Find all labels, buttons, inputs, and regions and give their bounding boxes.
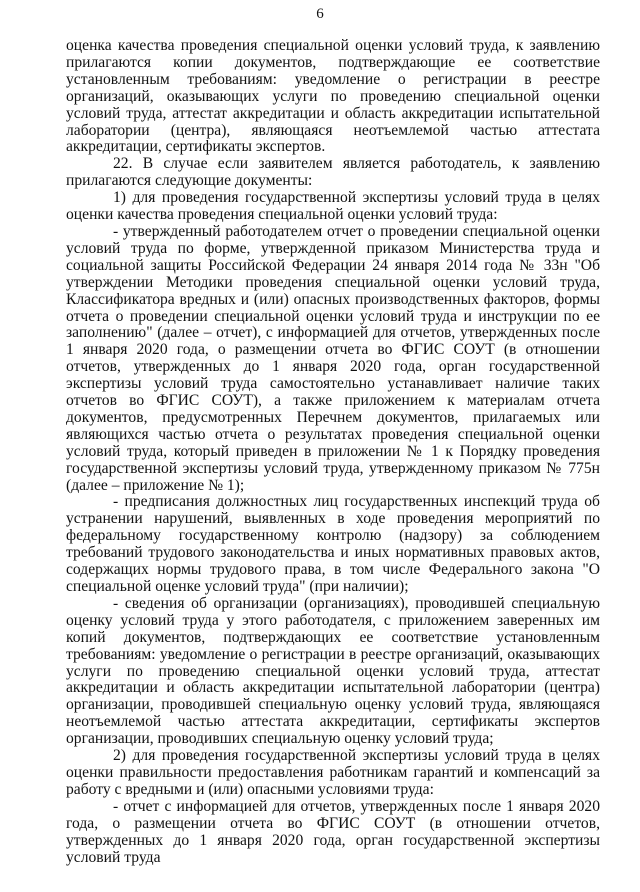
paragraph: 2) для проведения государственной экспертизы условий труда в целях оценки правильности предоставления работникам гарантий и компенсаций за работу с вредными и (или) опасными условиями труда: xyxy=(66,747,600,798)
paragraph: 22. В случае если заявителем является работодатель, к заявлению прилагаются следующие документы: xyxy=(66,155,600,190)
paragraph: 1) для проведения государственной экспертизы условий труда в целях оценки качества проведения специальной оценки условий труда: xyxy=(66,189,600,224)
document-body xyxy=(66,38,600,866)
paragraph: оценка качества проведения специальной оценки условий труда, к заявлению прилагаются копии документов, подтверждающие ее соответствие установленным требованиям: уведомление о регистрации в реестре организаций, оказывающих услуги по проведению специальной оценки условий труда, аттестат аккредитации и область аккредитации испытательной лаборатории (центра), являющаяся неотъемлемой частью аттестата аккредитации, сертификаты экспертов. xyxy=(66,37,600,156)
paragraph: - утвержденный работодателем отчет о проведении специальной оценки условий труда по форме, утвержденной приказом Министерства труда и социальной защиты Российской Федерации 24 января 2014 года № 33н "Об утверждении Методики проведения специальной оценки условий труда, Классификатора вредных и (или) опасных производственных факторов, формы отчета о проведении специальной оценки условий труда и инструкции по ее заполнению" (далее – отчет), с информацией для отчетов, утвержденных после 1 января 2020 года, о размещении отчета во ФГИС СОУТ (в отношении отчетов, утвержденных до 1 января 2020 года, орган государственной экспертизы условий труда самостоятельно устанавливает наличие таких отчетов во ФГИС СОУТ), а также приложением к материалам отчета документов, предусмотренных Перечнем документов, прилагаемых или являющихся частью отчета о результатах проведения специальной оценки условий труда, который приведен в приложении № 1 к Порядку проведения государственной экспертизы условий труда, утвержденному приказом № 775н (далее – приложение № 1); xyxy=(66,222,600,494)
paragraph: - предписания должностных лиц государственных инспекций труда об устранении нарушений, выявленных в ходе проведения мероприятий по федеральному государственному контролю (надзору) за соблюдением требований трудового законодательства и иных нормативных правовых актов, содержащих нормы трудового права, в том числе Федерального закона "О специальной оценке условий труда" (при наличии); xyxy=(66,493,600,595)
page-number: 6 xyxy=(316,6,324,22)
paragraph: - сведения об организации (организациях), проводившей специальную оценку условий труда у этого работодателя, с приложением заверенных им копий документов, подтверждающих ее соответствие установленным требованиям: уведомление о регистрации в реестре организаций, оказывающих услуги по проведению специальной оценки условий труда, аттестат аккредитации и область аккредитации испытательной лаборатории (центра) организации, проводившей специальную оценку условий труда, являющаяся неотъемлемой частью аттестата аккредитации, сертификаты экспертов организации, проводивших специальную оценку условий труда; xyxy=(66,594,600,748)
paragraph: - отчет с информацией для отчетов, утвержденных после 1 января 2020 года, о размещении отчета во ФГИС СОУТ (в отношении отчетов, утвержденных до 1 января 2020 года, орган государственной экспертизы условий труда xyxy=(66,797,600,866)
